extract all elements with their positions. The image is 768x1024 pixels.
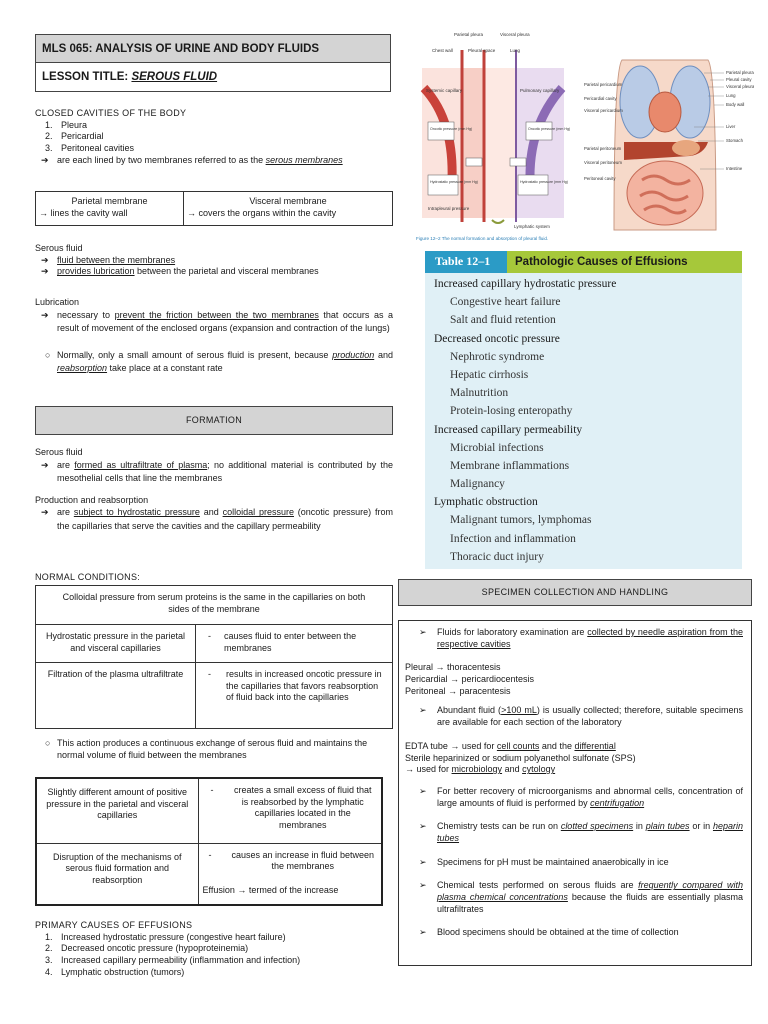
formation-section bbox=[35, 447, 393, 533]
table-title: Pathologic Causes of Effusions bbox=[507, 251, 742, 273]
normal-conditions-heading: NORMAL CONDITIONS: bbox=[35, 572, 141, 582]
table-cell: Filtration of the plasma ultrafiltrate bbox=[36, 663, 196, 729]
list-item: 2. Pericardial bbox=[45, 131, 104, 142]
primary-causes-section bbox=[35, 920, 393, 978]
fig-label: Lymphatic system bbox=[514, 224, 550, 229]
lubrication-section bbox=[35, 297, 393, 375]
chevron-bullet: ➢ Blood specimens should be obtained at the time of collection bbox=[419, 927, 679, 938]
fig-label: Oncotic pressure (mm Hg) bbox=[528, 127, 571, 131]
table-row: Membrane inflammations bbox=[450, 459, 570, 472]
fig-label: Stomach bbox=[726, 138, 743, 143]
lesson-title: LESSON TITLE: SEROUS FLUID bbox=[35, 63, 391, 92]
fig-label: Intestine bbox=[726, 166, 743, 171]
arrow-bullet: ➔ provides lubrication between the parietal and visceral membranes bbox=[41, 266, 319, 277]
fig-label: Visceral pericardium bbox=[584, 108, 623, 113]
arrow-bullet: ➔ are subject to hydrostatic pressure and colloidal pressure (oncotic pressure) from the capillaries that serve the cavities and the capillary permeability bbox=[41, 507, 393, 531]
fig-label: Parietal pleura bbox=[726, 70, 754, 75]
fig-label: Parietal pleura bbox=[454, 32, 484, 37]
fig-label: Visceral peritoneum bbox=[584, 160, 622, 165]
fig-label: Pericardial cavity bbox=[584, 96, 617, 101]
arrow-bullet: ➔ are each lined by two membranes referred to as the serous membranes bbox=[35, 155, 393, 167]
formation-heading: Serous fluid bbox=[35, 447, 83, 457]
table-row: Hepatic cirrhosis bbox=[450, 368, 529, 381]
chevron-bullet: ➢ For better recovery of microorganisms and abnormal cells, concentration of large amounts of fluid is performed by centrifugation bbox=[419, 785, 743, 808]
fig-label: Pleural space bbox=[468, 48, 496, 53]
table-row: Thoracic duct injury bbox=[450, 550, 544, 563]
fig-label: Liver bbox=[726, 124, 736, 129]
table-row: Malignant tumors, lymphomas bbox=[450, 514, 592, 527]
table-number: Table 12–1 bbox=[435, 254, 491, 269]
chevron-bullet: ➢ Fluids for laboratory examination are collected by needle aspiration from the respective cavities bbox=[409, 627, 743, 650]
primary-causes-heading: PRIMARY CAUSES OF EFFUSIONS bbox=[35, 920, 193, 930]
tube-usage: EDTA tube → used for cell counts and the differential Sterile heparinized or sodium polyanethol sulfonate (SPS) → used for microbiology and cytology bbox=[405, 740, 636, 775]
serous-fluid-section bbox=[35, 243, 393, 278]
fig-label: Hydrostatic pressure (mm Hg) bbox=[520, 180, 568, 184]
table-cell: - results in increased oncotic pressure in the capillaries that favors reabsorption of fluid back into the capillaries bbox=[196, 663, 393, 729]
table-body bbox=[425, 273, 742, 566]
fig-label: Intrapleural pressure bbox=[428, 206, 470, 211]
collection-methods: Pleural → thoracentesis Pericardial → pericardiocentesis Peritoneal → paracentesis bbox=[405, 662, 535, 696]
table-row: Malnutrition bbox=[450, 387, 509, 400]
pleural-fluid-figure bbox=[414, 30, 754, 248]
fig-label: Lung bbox=[510, 48, 521, 53]
parietal-cell: Parietal membrane → lines the cavity wall bbox=[36, 192, 184, 226]
chevron-bullet: ➢ Specimens for pH must be maintained anaerobically in ice bbox=[419, 856, 669, 867]
visceral-cell: Visceral membrane → covers the organs within the cavity bbox=[184, 192, 393, 226]
list-item: 2. Decreased oncotic pressure (hypoproteinemia) bbox=[45, 943, 249, 954]
list-item: 1. Increased hydrostatic pressure (congestive heart failure) bbox=[45, 931, 286, 942]
effusion-mechanism-table bbox=[35, 777, 383, 906]
fig-label: Pulmonary capillary bbox=[520, 88, 560, 93]
closed-cavities-heading: CLOSED CAVITIES OF THE BODY bbox=[35, 108, 187, 118]
course-title: MLS 065: ANALYSIS OF URINE AND BODY FLUIDS bbox=[35, 34, 391, 63]
table-row: Congestive heart failure bbox=[450, 296, 561, 309]
table-cell: - creates a small excess of fluid that is reabsorbed by the lymphatic capillaries located in the membranes bbox=[198, 778, 382, 843]
fig-label: Visceral pleura bbox=[726, 84, 754, 89]
fig-label: Parietal pericardium bbox=[584, 82, 623, 87]
cavities-list bbox=[35, 120, 393, 155]
table-header bbox=[425, 251, 742, 273]
torso-illustration bbox=[614, 60, 716, 230]
circle-bullet: ○ Normally, only a small amount of serous fluid is present, because production and reabsorption take place at a constant rate bbox=[45, 349, 393, 373]
production-heading: Production and reabsorption bbox=[35, 494, 149, 505]
chevron-bullet: ➢ Chemical tests performed on serous fluids are frequently compared with plasma chemical concentrations because the fluids are essentially plasma ultrafiltrates bbox=[419, 880, 744, 914]
fig-label: Visceral pleura bbox=[500, 32, 530, 37]
pleural-diagram bbox=[414, 30, 754, 248]
table-row: Microbial infections bbox=[450, 441, 544, 454]
formation-band: FORMATION bbox=[35, 406, 393, 435]
table-row: Lymphatic obstruction bbox=[434, 496, 538, 509]
table-row: Nephrotic syndrome bbox=[450, 350, 545, 363]
fig-label: Pleural cavity bbox=[726, 77, 752, 82]
table-row: Malignancy bbox=[450, 478, 505, 491]
table-row: Infection and inflammation bbox=[450, 532, 576, 545]
table-row: Increased capillary permeability bbox=[434, 423, 583, 436]
arrow-bullet: ➔ necessary to prevent the friction between the two membranes that occurs as a result of movement of the enclosed organs (expansion and contraction of the lungs) bbox=[41, 309, 393, 333]
table-cell: - causes an increase in fluid between the membranes Effusion → termed of the increase bbox=[198, 843, 382, 905]
figure-caption: Figure 12–2 The normal formation and absorption of pleural fluid. bbox=[416, 236, 549, 241]
circle-bullet: ○ This action produces a continuous exchange of serous fluid and maintains the normal volume of fluid between the membranes bbox=[45, 738, 368, 760]
table-row: Salt and fluid retention bbox=[450, 314, 556, 327]
chevron-bullet: ➢ Abundant fluid (>100 mL) is usually collected; therefore, suitable specimens are available for each section of the laboratory bbox=[419, 705, 743, 728]
list-item: 3. Peritoneal cavities bbox=[45, 143, 135, 154]
table-cell: - causes fluid to enter between the membranes bbox=[196, 625, 393, 663]
chevron-bullet: ➢ Chemistry tests can be run on clotted specimens in plain tubes or in heparin tubes bbox=[419, 821, 743, 843]
arrow-icon: ➔ bbox=[41, 154, 49, 165]
serous-fluid-heading: Serous fluid bbox=[35, 243, 83, 253]
fig-label: Oncotic pressure (mm Hg) bbox=[430, 127, 473, 131]
fig-label: Body wall bbox=[726, 102, 745, 107]
arrow-bullet: ➔ fluid between the membranes bbox=[41, 254, 176, 265]
fig-label: Chest wall bbox=[432, 48, 453, 53]
normal-conditions-table bbox=[35, 585, 393, 729]
table-row: Increased capillary hydrostatic pressure bbox=[434, 278, 617, 290]
table-cell: Disruption of the mechanisms of serous fluid formation and reabsorption bbox=[36, 843, 198, 905]
pathologic-causes-table bbox=[425, 251, 742, 569]
fig-label: Systemic capillary bbox=[426, 88, 463, 93]
lubrication-heading: Lubrication bbox=[35, 297, 80, 307]
chevron-icon: ➢ bbox=[419, 627, 427, 637]
fig-label: Hydrostatic pressure (mm Hg) bbox=[430, 180, 478, 184]
causes-list bbox=[35, 932, 393, 979]
table-cell: Slightly different amount of positive pressure in the parietal and visceral capillaries bbox=[36, 778, 198, 843]
list-item: 4. Lymphatic obstruction (tumors) bbox=[45, 966, 185, 977]
membrane-table bbox=[35, 191, 393, 226]
arrow-bullet: ➔ are formed as ultrafiltrate of plasma; no additional material is contributed by the mesothelial cells that line the membranes bbox=[41, 459, 393, 483]
list-item: 3. Increased capillary permeability (inflammation and infection) bbox=[45, 955, 301, 966]
specimen-section bbox=[398, 620, 752, 966]
closed-cavities-section bbox=[35, 108, 393, 166]
table-row: Protein-losing enteropathy bbox=[450, 405, 573, 418]
list-item: 1. Pleura bbox=[45, 119, 88, 130]
table-row: Decreased oncotic pressure bbox=[434, 332, 560, 345]
table-cell: Colloidal pressure from serum proteins is the same in the capillaries on both sides of the membrane bbox=[36, 586, 393, 625]
fig-label: Lung bbox=[726, 93, 736, 98]
fig-label: Peritoneal cavity bbox=[584, 176, 616, 181]
specimen-band: SPECIMEN COLLECTION AND HANDLING bbox=[398, 579, 752, 606]
table-cell: Hydrostatic pressure in the parietal and visceral capillaries bbox=[36, 625, 196, 663]
fig-label: Parietal peritoneum bbox=[584, 146, 622, 151]
